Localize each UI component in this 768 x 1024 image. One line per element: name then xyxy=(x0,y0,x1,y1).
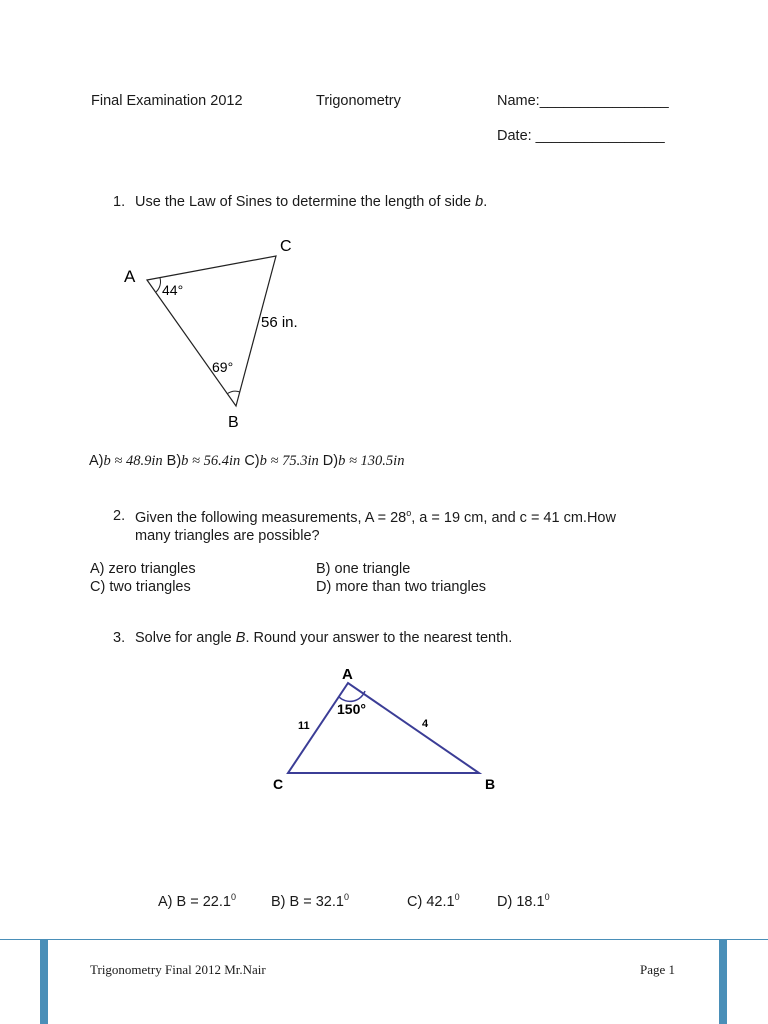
q3-choice-a-text: A) B = 22.1 xyxy=(158,894,231,910)
footer-rule xyxy=(0,939,768,940)
q2-choice-b: B) one triangle xyxy=(316,561,411,577)
triangle-1-label-a: A xyxy=(124,267,136,286)
question-2-line-2: many triangles are possible? xyxy=(135,528,320,544)
footer-page-number: Page 1 xyxy=(640,962,676,977)
question-3-text-a: Solve for angle xyxy=(135,630,236,646)
exam-title: Final Examination 2012 xyxy=(91,93,243,109)
triangle-1-label-c: C xyxy=(280,238,292,255)
footer-left-bar xyxy=(40,940,48,1024)
question-3-text-b: . Round your answer to the nearest tenth. xyxy=(245,630,513,646)
question-2-number: 2. xyxy=(113,508,126,524)
triangle-1-angle-a: 44° xyxy=(162,282,184,298)
q3-choice-b-text: B) B = 32.1 xyxy=(271,894,344,910)
q3-choice-b xyxy=(271,892,349,910)
footer-right-bar xyxy=(719,940,727,1024)
subject-label: Trigonometry xyxy=(316,93,401,109)
footer-course-title: Trigonometry Final 2012 Mr.Nair xyxy=(90,962,266,977)
triangle-3-label-c: C xyxy=(273,776,284,792)
q3-choice-d-text: D) 18.1 xyxy=(497,894,545,910)
name-field: Name:________________ xyxy=(497,93,669,109)
q1-choice-d-letter: D) xyxy=(322,453,339,469)
q3-choice-d xyxy=(497,892,550,910)
q3-choice-c-sup: 0 xyxy=(454,892,460,902)
question-1-var-b: b xyxy=(475,194,484,210)
date-field: Date: ________________ xyxy=(497,128,665,144)
question-1-text-a: Use the Law of Sines to determine the length of side xyxy=(135,194,476,210)
q1-choice-a-value: b ≈ 48.9in xyxy=(103,453,163,469)
question-3-number: 3. xyxy=(113,630,126,646)
q1-choice-d-value: b ≈ 130.5in xyxy=(338,453,405,469)
q1-choice-b-letter: B) xyxy=(166,453,182,469)
triangle-3-shape xyxy=(288,683,479,773)
q3-choice-c-text: C) 42.1 xyxy=(407,894,455,910)
question-3-var-b: B xyxy=(235,630,246,646)
q3-choice-a-sup: 0 xyxy=(230,892,236,902)
triangle-3-side-ab: 4 xyxy=(422,718,429,730)
triangle-3-label-b: B xyxy=(485,776,496,792)
q2-choice-c: C) two triangles xyxy=(90,579,191,595)
question-2-degree-sup: o xyxy=(406,508,412,518)
q2-choice-a: A) zero triangles xyxy=(90,561,196,577)
triangle-1-angle-b: 69° xyxy=(212,359,234,375)
triangle-1-label-b: B xyxy=(228,414,239,431)
q1-choice-c-letter: C) xyxy=(244,453,260,469)
q1-choice-a-letter: A) xyxy=(89,453,104,469)
q3-choice-d-sup: 0 xyxy=(544,892,550,902)
question-2-text-b: , a = 19 cm, and c = 41 cm.How xyxy=(411,510,616,526)
triangle-3-label-a: A xyxy=(342,666,353,683)
triangle-3-side-ac: 11 xyxy=(298,720,310,732)
q3-choice-a xyxy=(158,892,236,910)
question-1-number: 1. xyxy=(113,194,126,210)
question-2-text-a: Given the following measurements, A = 28 xyxy=(135,510,407,526)
q1-choice-c-value: b ≈ 75.3in xyxy=(259,453,319,469)
q2-choice-d: D) more than two triangles xyxy=(316,579,487,595)
q1-choice-b-value: b ≈ 56.4in xyxy=(181,453,241,469)
triangle-1-side-label: 56 in. xyxy=(261,314,298,331)
triangle-3-angle-a: 150° xyxy=(337,701,366,717)
q3-choice-b-sup: 0 xyxy=(343,892,349,902)
q3-choice-c xyxy=(407,892,460,910)
question-1-text-end: . xyxy=(483,194,488,210)
